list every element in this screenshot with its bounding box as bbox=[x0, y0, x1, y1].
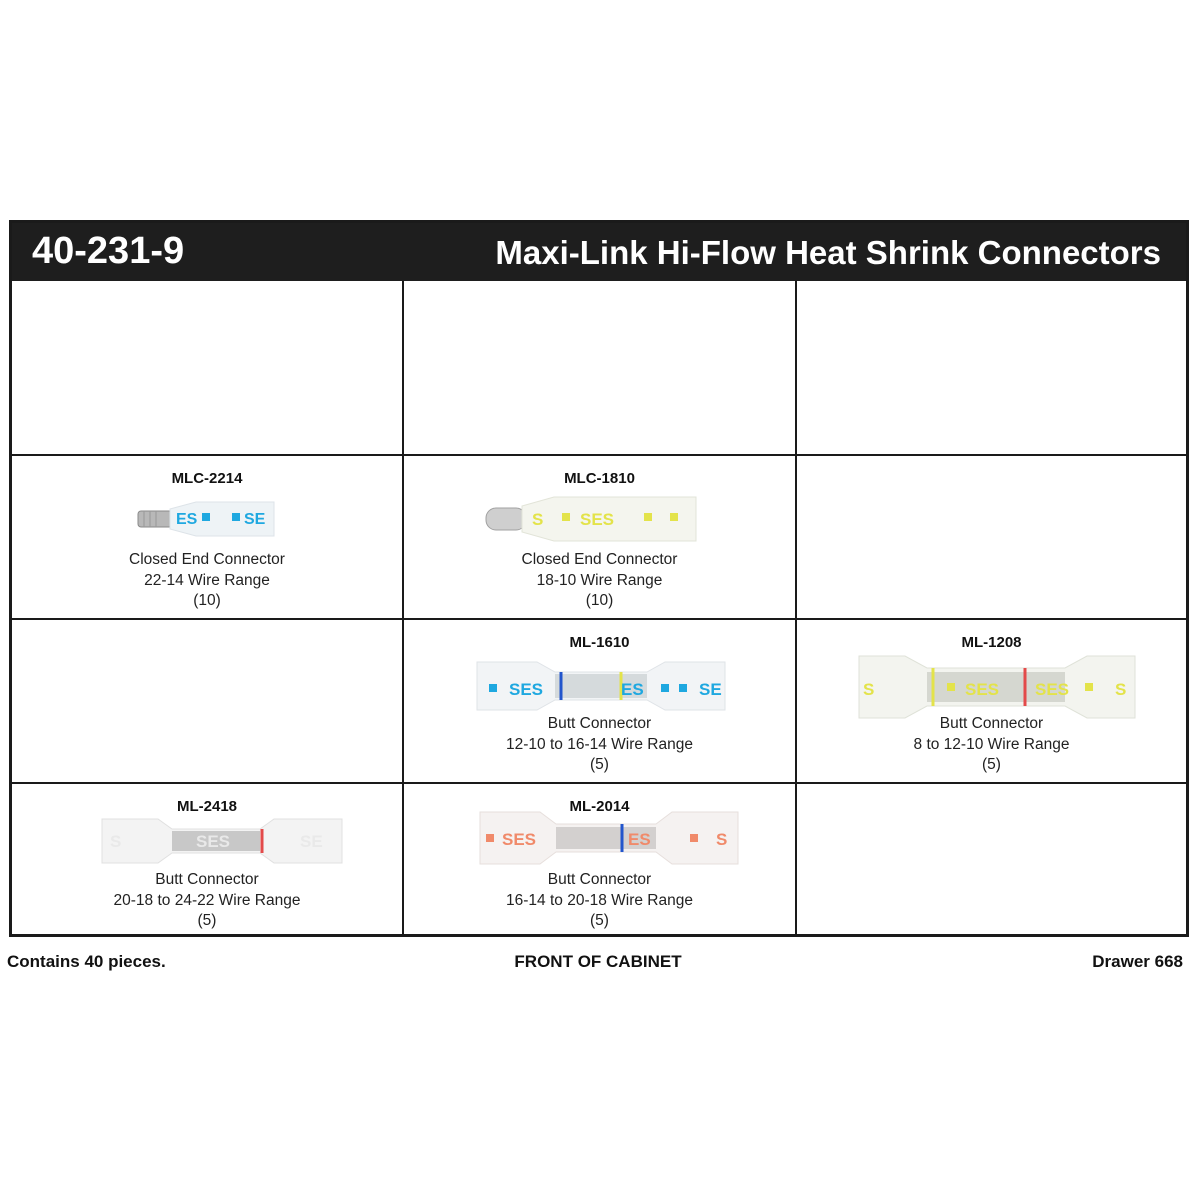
part-number: ML-2418 bbox=[176, 798, 238, 815]
description-line: (10) bbox=[585, 592, 614, 609]
compartment-grid bbox=[12, 281, 1186, 934]
description-line: Butt Connector bbox=[547, 715, 652, 732]
description-line: Closed End Connector bbox=[521, 551, 678, 568]
part-number: MLC-2214 bbox=[171, 470, 243, 487]
closed-end-connector-image bbox=[484, 494, 700, 544]
description-line: Closed End Connector bbox=[129, 551, 285, 568]
description-line: Butt Connector bbox=[939, 715, 1044, 732]
description bbox=[404, 870, 795, 932]
description-line: (5) bbox=[982, 756, 1001, 773]
compartment-r4c1 bbox=[12, 784, 404, 934]
drawer-label-frame bbox=[9, 220, 1189, 937]
svg-text:S: S bbox=[532, 510, 544, 529]
compartment-r1c3 bbox=[797, 281, 1186, 456]
svg-text:SES: SES bbox=[502, 830, 537, 849]
description-line: (5) bbox=[197, 912, 217, 929]
svg-text:SE: SE bbox=[699, 680, 722, 699]
compartment-r4c2 bbox=[404, 784, 797, 934]
svg-text:ES: ES bbox=[176, 511, 198, 528]
compartment-r2c1 bbox=[12, 456, 404, 620]
description bbox=[404, 714, 795, 776]
piece-count: Contains 40 pieces. bbox=[7, 952, 166, 971]
butt-connector-image bbox=[475, 660, 727, 712]
part-number: ML-1610 bbox=[569, 634, 630, 651]
drawer-number: Drawer 668 bbox=[1092, 952, 1183, 971]
svg-text:S: S bbox=[863, 680, 875, 699]
description-line: (5) bbox=[590, 756, 609, 773]
svg-text:SES: SES bbox=[509, 680, 544, 699]
svg-text:SE: SE bbox=[300, 832, 323, 851]
svg-text:SES: SES bbox=[580, 510, 615, 529]
svg-text:SES: SES bbox=[196, 832, 231, 851]
description-line: 16-14 to 20-18 Wire Range bbox=[506, 891, 693, 909]
compartment-r1c2 bbox=[404, 281, 797, 456]
butt-connector-image bbox=[478, 810, 740, 866]
description bbox=[12, 550, 402, 612]
svg-text:S: S bbox=[1115, 680, 1127, 699]
compartment-r3c2 bbox=[404, 620, 797, 784]
compartment-r2c2 bbox=[404, 456, 797, 620]
kit-title: Maxi-Link Hi-Flow Heat Shrink Connectors bbox=[495, 234, 1161, 271]
compartment-r1c1 bbox=[12, 281, 404, 456]
butt-connector-image bbox=[100, 817, 344, 865]
compartment-r2c3 bbox=[797, 456, 1186, 620]
description-line: (10) bbox=[193, 592, 221, 609]
kit-number: 40-231-9 bbox=[32, 230, 185, 272]
description-line: 8 to 12-10 Wire Range bbox=[913, 735, 1070, 753]
header-bar bbox=[12, 223, 1186, 281]
svg-text:ES: ES bbox=[628, 830, 651, 849]
cabinet-orientation: FRONT OF CABINET bbox=[514, 952, 682, 971]
svg-text:S: S bbox=[110, 832, 122, 851]
svg-text:SES: SES bbox=[965, 680, 1000, 699]
description-line: (5) bbox=[590, 912, 609, 929]
butt-connector-image bbox=[857, 654, 1137, 720]
description-line: Butt Connector bbox=[547, 871, 652, 888]
part-number: MLC-1810 bbox=[564, 470, 635, 487]
description-line: 12-10 to 16-14 Wire Range bbox=[506, 735, 693, 753]
part-number: ML-1208 bbox=[961, 634, 1022, 651]
description bbox=[404, 550, 795, 612]
svg-text:S: S bbox=[716, 830, 728, 849]
svg-text:SES: SES bbox=[1035, 680, 1070, 699]
description-line: 20-18 to 24-22 Wire Range bbox=[113, 891, 301, 909]
description bbox=[12, 870, 402, 932]
svg-text:ES: ES bbox=[621, 680, 644, 699]
svg-text:SE: SE bbox=[244, 511, 266, 528]
description bbox=[797, 714, 1186, 776]
description-line: 22-14 Wire Range bbox=[144, 571, 270, 589]
part-number: ML-2014 bbox=[569, 798, 630, 815]
compartment-r3c3 bbox=[797, 620, 1186, 784]
compartment-r3c1 bbox=[12, 620, 404, 784]
compartment-r4c3 bbox=[797, 784, 1186, 934]
closed-end-connector-image bbox=[136, 499, 278, 539]
description-line: Butt Connector bbox=[155, 871, 259, 888]
description-line: 18-10 Wire Range bbox=[536, 571, 663, 589]
